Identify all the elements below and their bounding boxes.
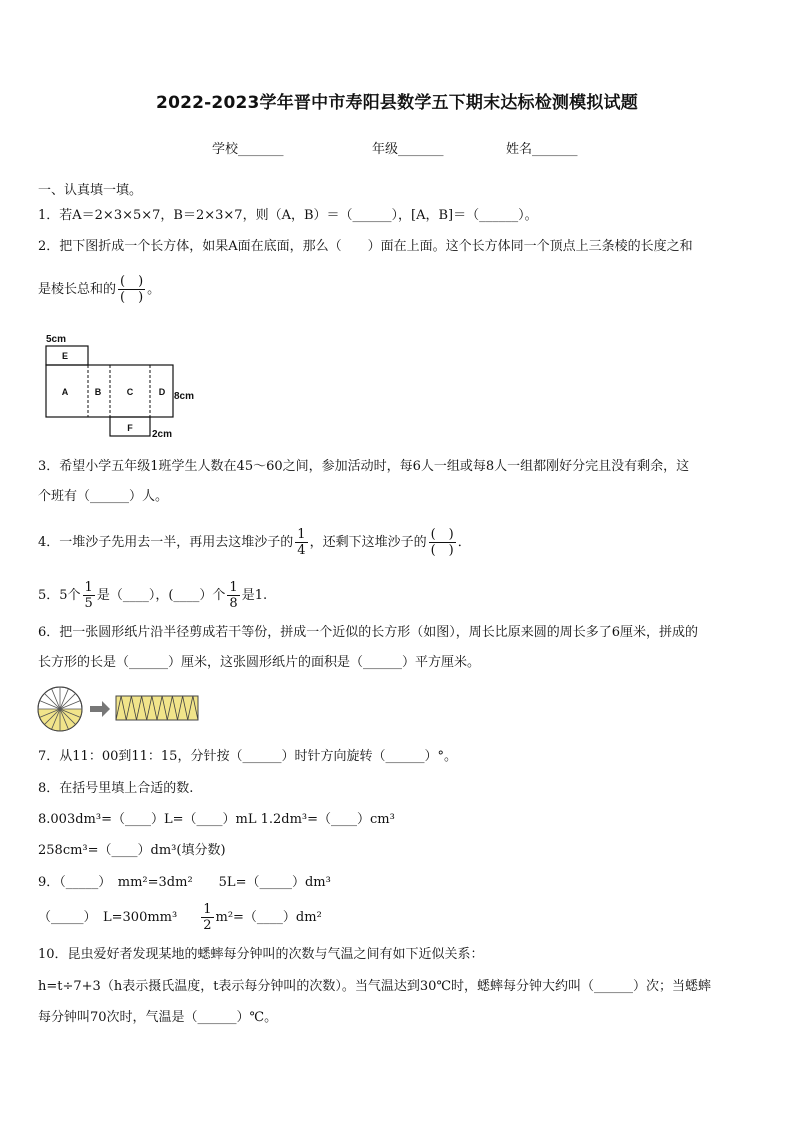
net-label-b: B (94, 387, 102, 397)
page-title: 2022-2023学年晋中市寿阳县数学五下期末达标检测模拟试题 (156, 93, 638, 113)
net-bottom-dim: 2cm (152, 429, 173, 440)
q2-fraction (118, 274, 145, 305)
q5-part3: 是1. (241, 587, 268, 603)
q4-suffix: ． (457, 534, 471, 550)
q5-part1: 5．5个 (38, 587, 81, 603)
net-label-f: F (127, 423, 133, 433)
question-7: 7．从11：00到11：15，分针按（______）时针方向旋转（______）°。 (38, 749, 457, 764)
q4-f2-num: ( ) (430, 527, 454, 542)
q2-suffix: 。 (147, 281, 161, 297)
question-10-line3: 每分钟叫70次时，气温是（______）℃。 (38, 1010, 278, 1025)
net-label-c: C (126, 387, 134, 397)
net-label-d: D (158, 387, 166, 397)
q5-f2-den: 8 (229, 596, 238, 611)
question-6-line2: 长方形的长是（______）厘米，这张圆形纸片的面积是（______）平方厘米。 (38, 655, 481, 670)
q5-f1-den: 5 (84, 596, 93, 611)
question-1: 1．若A＝2×3×5×7，B＝2×3×7，则（A，B）＝（______），[A，B]＝（______）。 (38, 208, 538, 223)
question-8-line3: 258cm³=（____）dm³(填分数) (38, 843, 226, 858)
grade-field: 年级_______ (372, 142, 444, 157)
question-10-line2: h=t÷7+3（h表示摄氏温度，t表示每分钟叫的次数）。当气温达到30℃时，蟋蟀每分钟大约叫（______）次；当蟋蟀 (38, 979, 711, 994)
question-3-line1: 3．希望小学五年级1班学生人数在45～60之间，参加活动时，每6人一组或每8人一组都刚好分完且没有剩余，这 (38, 459, 690, 474)
net-label-e: E (61, 351, 69, 361)
net-label-a: A (61, 387, 69, 397)
q4-middle: ，还剩下这堆沙子的 (309, 534, 427, 550)
question-5 (38, 580, 267, 611)
q4-fraction-2 (429, 527, 456, 558)
q5-part2: 是（____），(____）个 (96, 587, 226, 603)
section-heading: 一、认真填一填。 (38, 183, 143, 198)
q2-frac-den: ( ) (120, 290, 144, 305)
net-top-dim: 5cm (46, 334, 67, 345)
q9-line2-part2: m²=（____）dm² (215, 909, 322, 925)
rectangle-shape (116, 696, 198, 720)
q9-f-num: 1 (203, 902, 212, 917)
q4-f1-den: 4 (297, 543, 306, 558)
question-8-line2: 8.003dm³=（____）L=（____）mL 1.2dm³=（____）cm³ (38, 812, 395, 827)
circle-to-rectangle-figure (36, 686, 202, 732)
q2-frac-num: ( ) (120, 274, 144, 289)
school-field: 学校_______ (212, 142, 284, 157)
question-4 (38, 527, 471, 558)
q2-prefix: 是棱长总和的 (38, 281, 117, 297)
q9-fraction (201, 902, 213, 933)
q4-f1-num: 1 (297, 527, 306, 542)
question-9-line1: 9．（_____） mm²=3dm² 5L=（_____）dm³ (38, 875, 331, 890)
net-right-dim: 8cm (174, 391, 195, 402)
question-2-line2 (38, 274, 160, 305)
q5-f1-num: 1 (84, 580, 93, 595)
question-6-line1: 6．把一张圆形纸片沿半径剪成若干等份，拼成一个近似的长方形（如图），周长比原来圆的周长多了6厘米，拼成的 (38, 625, 699, 640)
q4-prefix: 4．一堆沙子先用去一半，再用去这堆沙子的 (38, 534, 294, 550)
question-2-line1: 2．把下图折成一个长方体，如果A面在底面，那么（ ）面在上面。这个长方体同一个顶点上三条棱的长度之和 (38, 239, 693, 254)
question-9-line2 (38, 902, 322, 933)
question-8-line1: 8．在括号里填上合适的数. (38, 781, 194, 796)
q4-fraction-1 (295, 527, 307, 558)
arrow-icon (90, 701, 110, 717)
q5-fraction-2 (227, 580, 239, 611)
q4-f2-den: ( ) (430, 543, 454, 558)
question-10-line1: 10．昆虫爱好者发现某地的蟋蟀每分钟叫的次数与气温之间有如下近似关系： (38, 947, 484, 962)
question-3-line2: 个班有（______）人。 (38, 489, 169, 504)
q9-f-den: 2 (203, 918, 212, 933)
q5-f2-num: 1 (229, 580, 238, 595)
q5-fraction-1 (83, 580, 95, 611)
name-field: 姓名_______ (506, 142, 578, 157)
cuboid-net-figure (38, 330, 218, 442)
q9-line2-part1: （_____） L=300mm³ (38, 909, 178, 925)
